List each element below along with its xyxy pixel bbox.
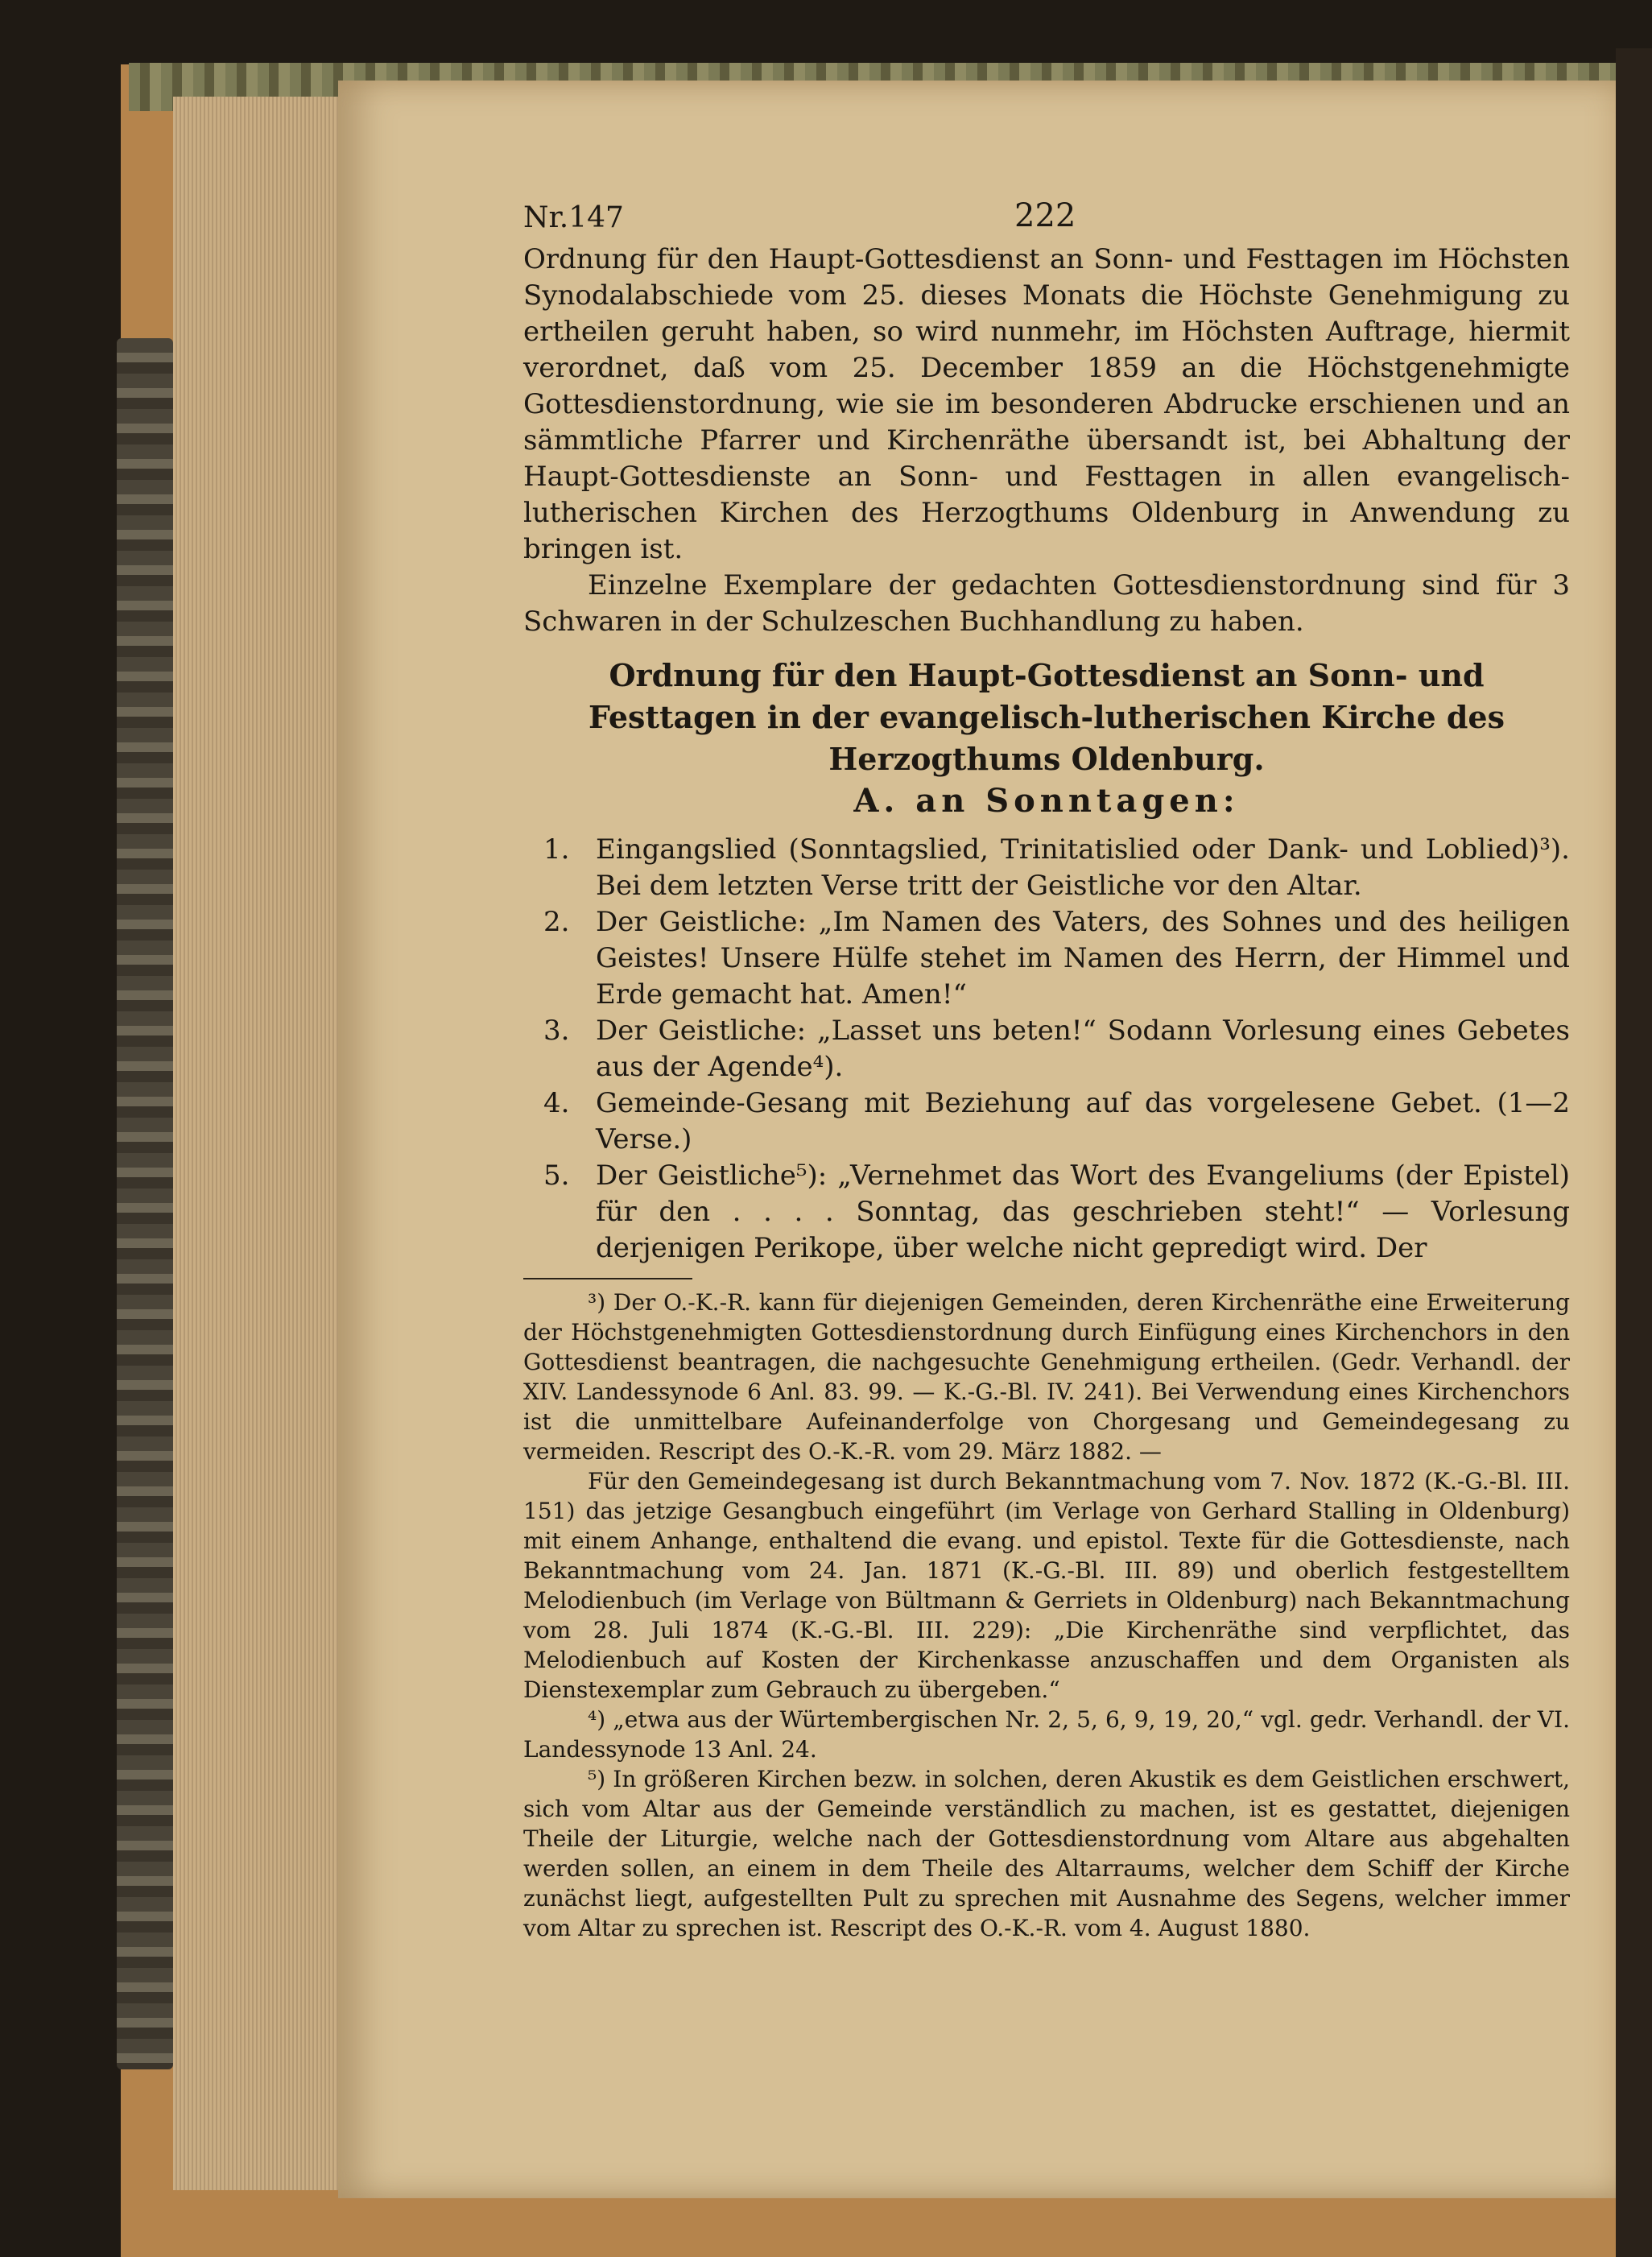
item-number: 3. bbox=[543, 1015, 570, 1047]
book-spine bbox=[117, 338, 173, 2069]
intro-paragraph: Einzelne Exemplare der gedachten Gottesdienstordnung sind für 3 Schwaren in der Schulzeschen Buchhandlung zu haben. bbox=[523, 569, 1570, 638]
list-item bbox=[523, 1085, 1570, 1158]
page-stack-edge bbox=[173, 97, 346, 2190]
footnote-separator bbox=[523, 1278, 692, 1279]
list-item bbox=[523, 1158, 1570, 1267]
item-text: Der Geistliche⁵): „Vernehmet das Wort des Evangeliums (der Epistel) für den . . . . Sonntag, das geschrieben steht!“ — Vorlesung derjenigen Perikope, über welche nicht gepredigt wird. Der bbox=[596, 1160, 1570, 1264]
item-number: 1. bbox=[543, 833, 570, 866]
page-number: 222 bbox=[1014, 197, 1076, 234]
item-number: 5. bbox=[543, 1160, 570, 1192]
page-header bbox=[523, 193, 1570, 242]
list-item bbox=[523, 832, 1570, 904]
item-text: Eingangslied (Sonntagslied, Trinitatislied oder Dank- und Loblied)³). Bei dem letzten Verse tritt der Geistliche vor den Altar. bbox=[596, 833, 1570, 902]
item-number: 4. bbox=[543, 1087, 570, 1119]
footnote: ³) Der O.-K.-R. kann für diejenigen Gemeinden, deren Kirchenräthe eine Erweiterung der Höchstgenehmigten Gottesdienstordnung durch Einfügung eines Kirchenchors in den Gottesdienst beantragen, die nachgesuchte Genehmigung ertheilen. (Gedr. Verhandl. der XIV. Landessynode 6 Anl. 83. 99. — K.-G.-Bl. IV. 241). Bei Verwendung eines Kirchenchors ist die unmittelbare Aufeinanderfolge von Chorgesang und Gemeindegesang zu vermeiden. Rescript des O.-K.-R. vom 29. März 1882. — bbox=[523, 1289, 1570, 1465]
footnote: Für den Gemeindegesang ist durch Bekanntmachung vom 7. Nov. 1872 (K.-G.-Bl. III. 151) das jetzige Gesangbuch eingeführt (im Verlage von Gerhard Stalling in Oldenburg) mit einem Anhange, enthaltend die evang. und epistol. Texte für die Gottesdienste, nach Bekanntmachung vom 24. Jan. 1871 (K.-G.-Bl. III. 89) und oberlich festgestelltem Melodienbuch (im Verlage von Bültmann & Gerriets in Oldenburg) nach Bekanntmachung vom 28. Juli 1874 (K.-G.-Bl. III. 229): „Die Kirchenräthe sind verpflichtet, das Melodienbuch auf Kosten der Kirchenkasse anzuschaffen und dem Organisten als Dienstexemplar zum Gebrauch zu übergeben.“ bbox=[523, 1468, 1570, 1703]
footnote: ⁴) „etwa aus der Würtembergischen Nr. 2, 5, 6, 9, 19, 20,“ vgl. gedr. Verhandl. der VI. Landessynode 13 Anl. 24. bbox=[523, 1706, 1570, 1763]
intro-paragraph: Ordnung für den Haupt-Gottesdienst an Sonn- und Festtagen im Höchsten Synodalabschiede vom 25. dieses Monats die Höchste Genehmigung zu ertheilen geruht haben, so wird nunmehr, im Höchsten Auftrage, hiermit verordnet, daß vom 25. December 1859 an die Höchstgenehmigte Gottesdienstordnung, wie sie im besonderen Abdrucke erschienen und an sämmtliche Pfarrer und Kirchenräthe übersandt ist, bei Abhaltung der Haupt-Gottesdienste an Sonn- und Festtagen in allen evangelisch-lutherischen Kirchen des Herzogthums Oldenburg in Anwendung zu bringen ist. bbox=[523, 243, 1570, 565]
issue-number: Nr.147 bbox=[523, 201, 624, 234]
item-text: Gemeinde-Gesang mit Beziehung auf das vorgelesene Gebet. (1—2 Verse.) bbox=[596, 1087, 1570, 1155]
background-edge bbox=[1616, 48, 1652, 2257]
list-item bbox=[523, 904, 1570, 1013]
footnote: ⁵) In größeren Kirchen bezw. in solchen, deren Akustik es dem Geistlichen erschwert, sich vom Altar aus der Gemeinde verständlich zu machen, ist es gestattet, diejenigen Theile der Liturgie, welche nach der Gottesdienstordnung vom Altare aus abgehalten werden sollen, an einem in dem Theile des Altarraums, welcher dem Schiff der Kirche zunächst liegt, aufgestellten Pult zu sprechen mit Ausnahme des Segens, welcher immer vom Altar zu sprechen ist. Rescript des O.-K.-R. vom 4. August 1880. bbox=[523, 1766, 1570, 1941]
item-number: 2. bbox=[543, 906, 570, 938]
list-item bbox=[523, 1013, 1570, 1085]
section-title: Ordnung für den Haupt-Gottesdienst an Sonn- und Festtagen in der evangelisch-lutherischen Kirche des Herzogthums Oldenburg. bbox=[588, 657, 1505, 777]
item-text: Der Geistliche: „Im Namen des Vaters, des Sohnes und des heiligen Geistes! Unsere Hülfe stehet im Namen des Herrn, der Himmel und Erde gemacht hat. Amen!“ bbox=[596, 906, 1570, 1011]
item-text: Der Geistliche: „Lasset uns beten!“ Sodann Vorlesung eines Gebetes aus der Agende⁴). bbox=[596, 1015, 1570, 1083]
page-content bbox=[523, 193, 1570, 1943]
section-subtitle: A. an Sonntagen: bbox=[853, 782, 1240, 820]
